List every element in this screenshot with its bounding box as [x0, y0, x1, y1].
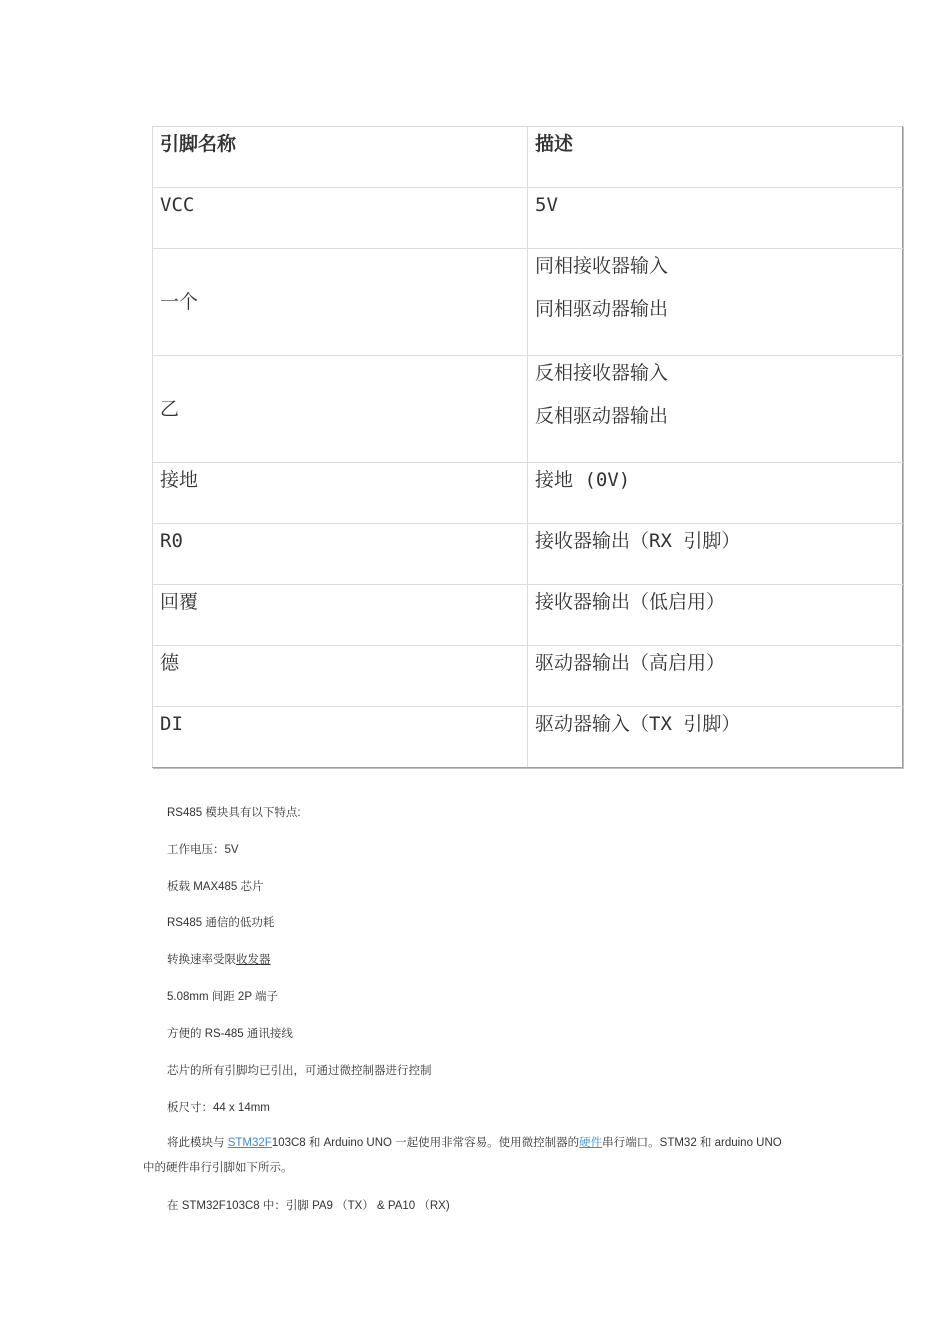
- feature-item: 5.08mm 间距 2P 端子: [167, 991, 278, 1003]
- pin-desc-cell: 驱动器输出（高启用）: [528, 646, 903, 707]
- pin-name-cell: 德: [153, 646, 528, 707]
- header-pin-name: 引脚名称: [153, 127, 528, 188]
- table-row: [153, 646, 903, 707]
- feature-item: 方便的 RS-485 通讯接线: [167, 1028, 293, 1040]
- feature-item: RS485 通信的低功耗: [167, 917, 275, 929]
- table-row: [153, 707, 903, 768]
- transceiver-term: 收发器: [236, 954, 271, 966]
- table-row: [153, 188, 903, 249]
- feature-item: 芯片的所有引脚均已引出，可通过微控制器进行控制: [167, 1065, 432, 1077]
- pin-desc-cell: 同相接收器输入 同相驱动器输出: [528, 249, 903, 356]
- pin-desc-cell: 接收器输出（RX 引脚）: [528, 524, 903, 585]
- feature-item: 转换速率受限收发器: [167, 954, 271, 966]
- pin-name-cell: 一个: [153, 249, 528, 356]
- table-row: [153, 356, 903, 463]
- table-row: [153, 524, 903, 585]
- pin-desc-cell: 驱动器输入（TX 引脚）: [528, 707, 903, 768]
- pin-name-cell: 接地: [153, 463, 528, 524]
- pin-desc-cell: 5V: [528, 188, 903, 249]
- pin-name-cell: 回覆: [153, 585, 528, 646]
- pin-desc-cell: 接地 (0V): [528, 463, 903, 524]
- pin-desc-cell: 反相接收器输入 反相驱动器输出: [528, 356, 903, 463]
- table-row: [153, 249, 903, 356]
- feature-item: 工作电压：5V: [167, 844, 239, 856]
- table-row: [153, 463, 903, 524]
- pin-name-cell: R0: [153, 524, 528, 585]
- feature-item: 板尺寸：44 x 14mm: [167, 1102, 270, 1114]
- table-row: [153, 585, 903, 646]
- pin-table: [152, 126, 903, 768]
- header-description: 描述: [528, 127, 903, 188]
- stm32f-link[interactable]: STM32F: [227, 1137, 272, 1149]
- pin-desc-cell: 接收器输出（低启用）: [528, 585, 903, 646]
- stm32-pins-text: 在 STM32F103C8 中：引脚 PA9 （TX） & PA10 （RX): [167, 1200, 450, 1212]
- usage-paragraph: 将此模块与 STM32F103C8 和 Arduino UNO 一起使用非常容易。使用微控制器的硬件串行端口。STM32 和 arduino UNO 中的硬件串行引脚如下所示。: [143, 1137, 782, 1174]
- features-intro: RS485 模块具有以下特点:: [167, 807, 301, 819]
- table-header-row: [153, 127, 903, 188]
- feature-item: 板载 MAX485 芯片: [167, 881, 264, 893]
- pin-name-cell: VCC: [153, 188, 528, 249]
- pin-name-cell: DI: [153, 707, 528, 768]
- pin-name-cell: 乙: [153, 356, 528, 463]
- hardware-link[interactable]: 硬件: [579, 1137, 603, 1149]
